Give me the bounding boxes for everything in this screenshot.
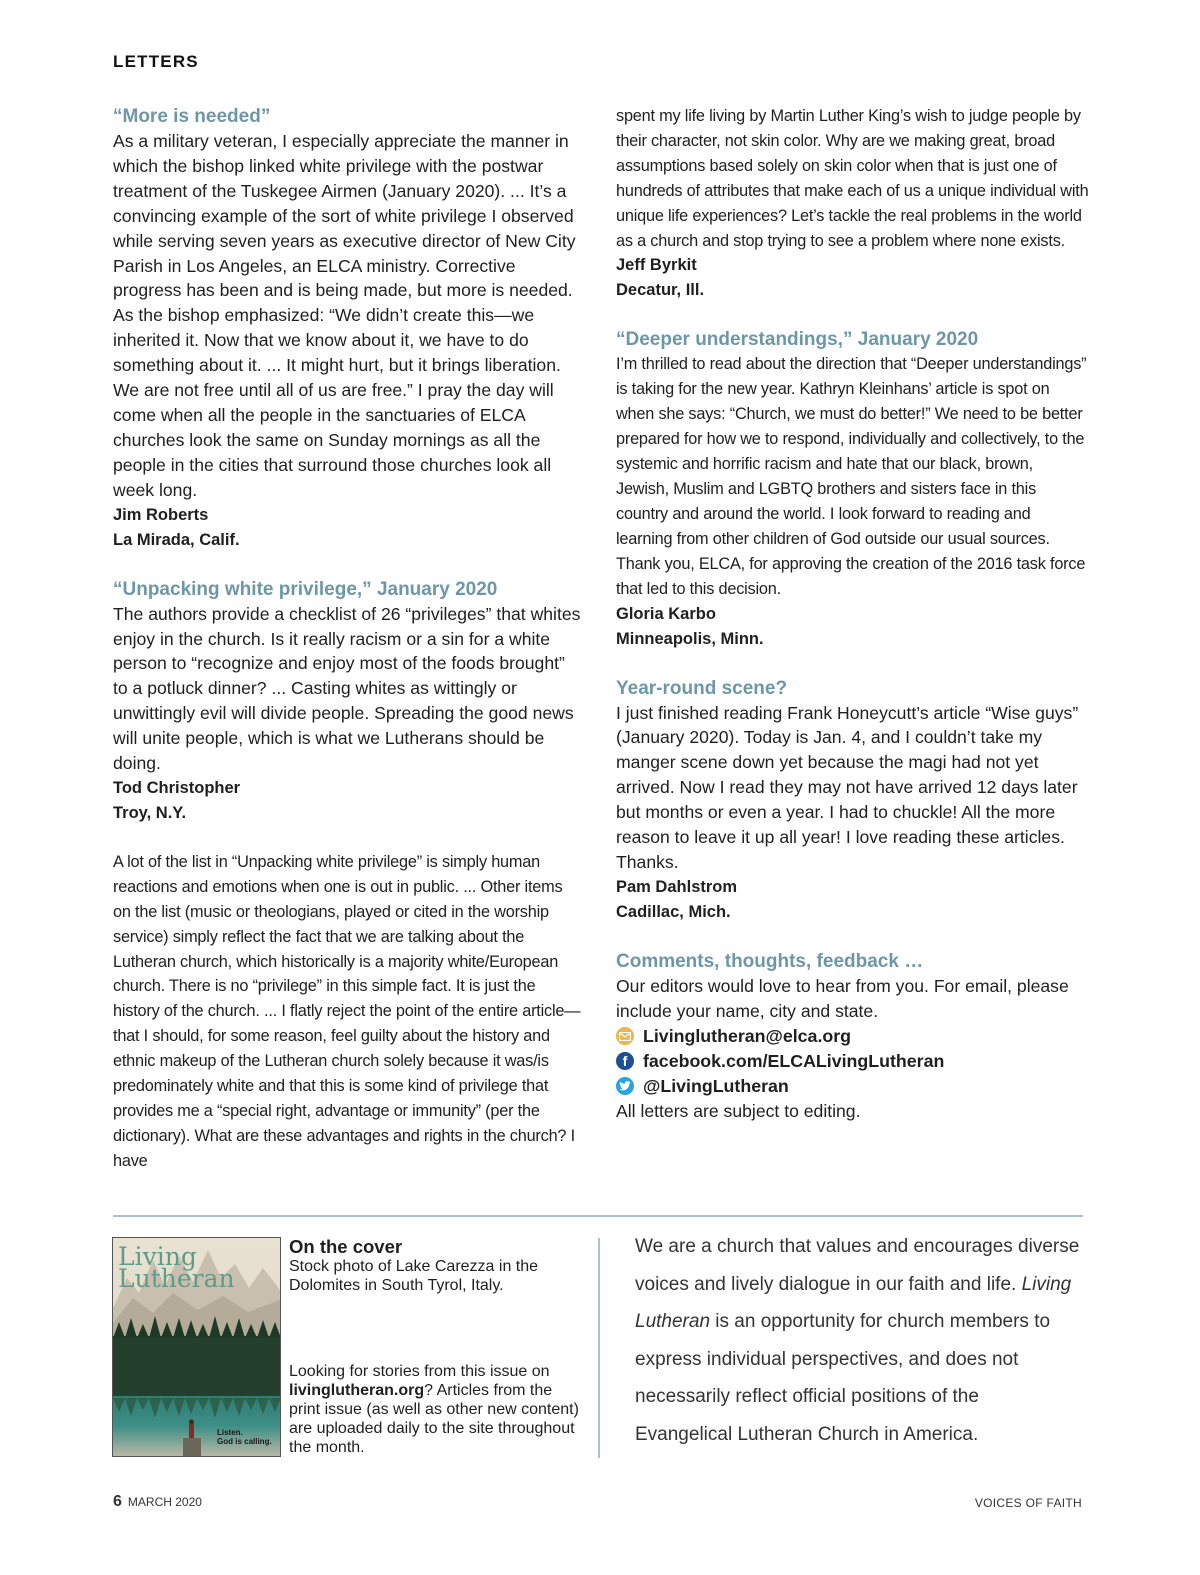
feedback-intro: Our editors would love to hear from you. For email, please include your name, city and state. xyxy=(616,975,1069,1021)
cover-tagline xyxy=(217,1428,272,1446)
facebook-icon: f xyxy=(616,1052,634,1070)
letter-body: A lot of the list in “Unpacking white privilege” is simply human reactions and emotions when one is out in public. ... Other items on the list (music or theologians, played or cited in the worship service) simply reflect the fact that we are talking about the Lutheran church, which historically is a majority white/European church. There is no “privilege” in this simple fact. It is just the history of the church. ... I flatly reject the point of the entire article—that I should, for some reason, feel guilty about the history and ethnic makeup of the Lutheran church solely because it was/is predominately white and that this is some kind of privilege that provides me a “special right, advantage or immunity” (per the dictionary). What are these advantages and rights in the church? I have xyxy=(113,852,581,1170)
cover-more-pre: Looking for stories from this issue on xyxy=(289,1363,550,1380)
mission-magazine-name: Living Lutheran xyxy=(635,1273,1072,1332)
letter-body: The authors provide a checklist of 26 “privileges” that whites enjoy in the church. Is it really racism or a sin for a white person to “recognize and enjoy most of the foods brought” to a potluck dinner? ... Casting whites as wittingly or unwittingly evil will divide people. Spreading the good news will unite people, which is what we Lutherans should be doing. xyxy=(113,603,581,774)
left-column xyxy=(113,104,583,1198)
facebook-link[interactable]: facebook.com/ELCALivingLutheran xyxy=(643,1050,945,1071)
letter xyxy=(113,577,583,826)
cover-more-post: ? Articles from the print issue (as well as other new content) are uploaded daily to the site throughout the month. xyxy=(289,1382,579,1456)
letter-location: Decatur, Ill. xyxy=(616,281,705,300)
letter-body: I just finished reading Frank Honeycutt’s article “Wise guys” (January 2020). Today is Jan. 4, and I couldn’t take my manger scene down yet because the magi had not yet arrived. Now I read they may not have arrived 12 days later but months or even a year. I had to chuckle! All the more reason to leave it up all year! I love reading these articles. Thanks. xyxy=(616,702,1079,872)
cover-tagline-line-2: God is calling. xyxy=(217,1437,272,1446)
letter-heading: “More is needed” xyxy=(113,106,271,127)
letter xyxy=(113,104,583,553)
letter-heading: “Deeper understandings,” January 2020 xyxy=(616,329,979,351)
footer-left xyxy=(113,1493,202,1511)
letter-author: Jeff Byrkit xyxy=(616,256,697,275)
letter xyxy=(616,104,1090,303)
cover-tagline-line-1: Listen. xyxy=(217,1428,243,1437)
feedback-block xyxy=(616,949,1090,1124)
cover-title: On the cover xyxy=(289,1236,403,1257)
letter-body: I’m thrilled to read about the direction that “Deeper understandings” is taking for the new year. Kathryn Kleinhans’ article is spot on when she says: “Church, we must do better!” We need to be better prepared for how we to respond, individually and collectively, to the systemic and horrific racism and hate that our black, brown, Jewish, Muslim and LGBTQ brothers and sisters face in this country and around the world. I look forward to reading and learning from other children of God outside our usual sources. Thank you, ELCA, for approving the creation of the 2016 task force that led to this decision. xyxy=(616,355,1087,598)
email-contact[interactable] xyxy=(616,1024,1090,1049)
magazine-title-line-1: Living xyxy=(118,1242,197,1271)
letter-author: Gloria Karbo xyxy=(616,604,716,623)
letter xyxy=(616,327,1090,651)
cover-info xyxy=(289,1237,579,1457)
letter xyxy=(113,850,583,1174)
issue-date: MARCH 2020 xyxy=(127,1495,202,1509)
letter-body: As a military veteran, I especially appreciate the manner in which the bishop linked white privilege with the postwar treatment of the Tuskegee Airmen (January 2020). ... It’s a convincing example of the sort of white privilege I observed while serving seven years as executive director of New City Parish in Los Angeles, an ELCA ministry. Corrective progress has been and is being made, but more is needed. As the bishop emphasized: “We didn’t create this—we inherited it. Now that we know about it, we have to do something about it. ... It might hurt, but it brings liberation. We are not free until all of us are free.” I pray the day will come when all the people in the sanctuaries of ELCA churches look the same on Sunday mornings as all the people in the cities that surround those churches look all week long. xyxy=(113,131,576,500)
footer-section: VOICES OF FAITH xyxy=(974,1496,1082,1510)
magazine-title-line-2: Lutheran xyxy=(118,1264,235,1293)
page-number: 6 xyxy=(113,1493,122,1510)
right-column xyxy=(616,104,1090,1148)
email-link[interactable]: Livinglutheran@elca.org xyxy=(643,1025,852,1046)
section-label: LETTERS xyxy=(113,52,199,71)
feedback-heading: Comments, thoughts, feedback … xyxy=(616,950,924,972)
cover-more-info xyxy=(289,1362,579,1457)
email-icon xyxy=(616,1027,634,1045)
twitter-link[interactable]: @LivingLutheran xyxy=(643,1075,789,1096)
letter xyxy=(616,676,1090,925)
cover-caption: Stock photo of Lake Carezza in the Dolomites in South Tyrol, Italy. xyxy=(289,1258,539,1294)
magazine-title xyxy=(118,1242,235,1293)
letter-author: Jim Roberts xyxy=(113,505,209,524)
letter-body: spent my life living by Martin Luther King’s wish to judge people by their character, not skin color. Why are we making great, broad assumptions based solely on skin color when that is just one of hundreds of attributes that make each of us a unique individual with unique life experiences? Let’s tackle the real problems in the world as a church and stop trying to see a problem where none exists. xyxy=(616,107,1089,250)
twitter-icon xyxy=(616,1077,634,1095)
letter-heading: Year-round scene? xyxy=(616,677,788,699)
mission-statement xyxy=(635,1228,1080,1453)
letter-location: Cadillac, Mich. xyxy=(616,902,731,921)
letter-author: Tod Christopher xyxy=(113,778,241,797)
horizontal-divider xyxy=(113,1215,1083,1217)
twitter-contact[interactable] xyxy=(616,1074,1090,1099)
cover-image xyxy=(112,1237,281,1457)
letter-location: Minneapolis, Minn. xyxy=(616,629,764,648)
editing-note: All letters are subject to editing. xyxy=(616,1100,861,1121)
website-link[interactable]: livinglutheran.org xyxy=(289,1382,425,1399)
vertical-divider xyxy=(598,1238,600,1458)
letter-location: La Mirada, Calif. xyxy=(113,530,240,549)
mission-post: is an opportunity for church members to express individual perspectives, and does not necessarily reflect official positions of the Evangelical Lutheran Church in America. xyxy=(635,1311,1051,1445)
mission-pre: We are a church that values and encourages diverse voices and lively dialogue in our faith and life. xyxy=(635,1236,1080,1295)
facebook-contact[interactable] xyxy=(616,1049,1090,1074)
letter-author: Pam Dahlstrom xyxy=(616,877,738,896)
letter-heading: “Unpacking white privilege,” January 2020 xyxy=(113,578,498,600)
letter-location: Troy, N.Y. xyxy=(113,803,187,822)
